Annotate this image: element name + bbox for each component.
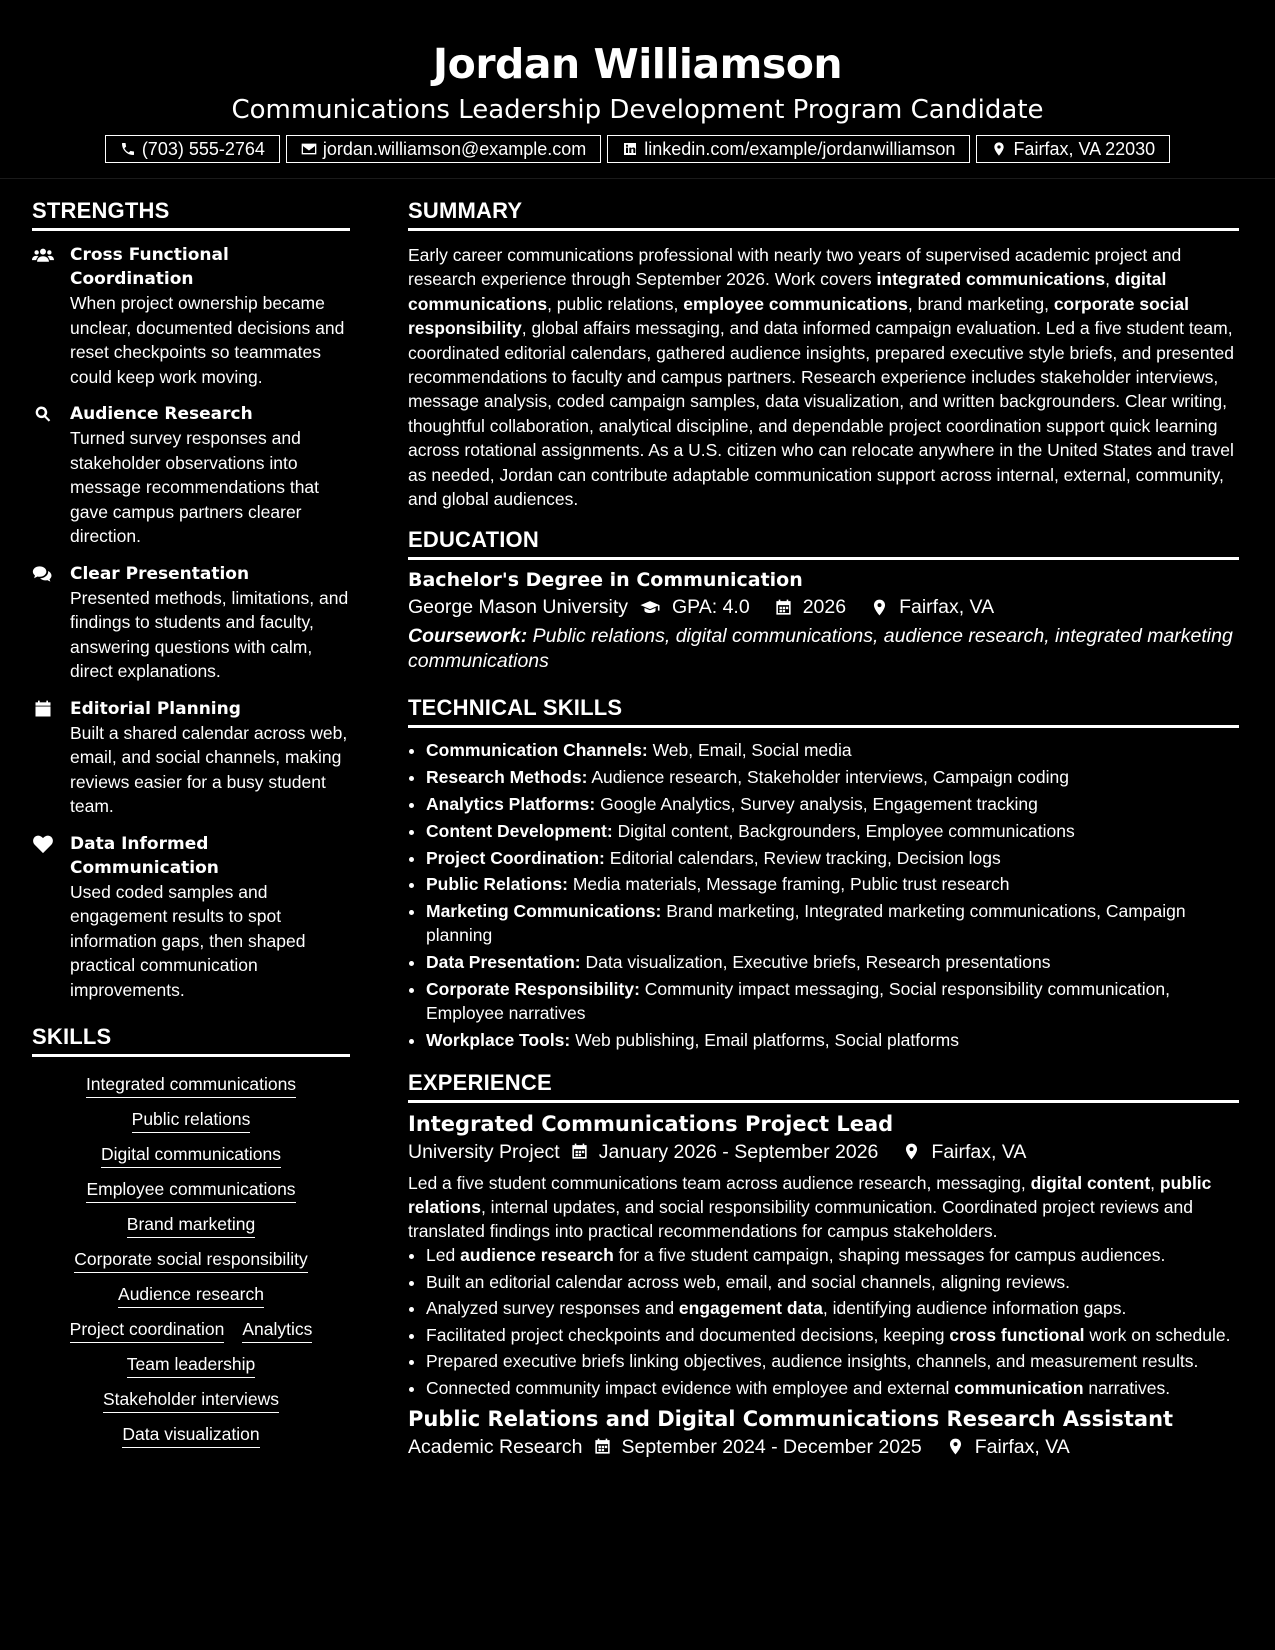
job-dates: September 2024 - December 2025: [621, 1435, 922, 1458]
skill-value: Google Analytics, Survey analysis, Engagement tracking: [600, 794, 1038, 815]
list-item: [426, 950, 1239, 974]
experience-heading: EXPERIENCE: [408, 1070, 1239, 1103]
job-title: Public Relations and Digital Communications Research Assistant: [408, 1406, 1174, 1431]
skill-value: Media materials, Message framing, Public trust research: [572, 874, 1010, 895]
job-meta: [408, 1432, 1239, 1462]
skill-value: Web publishing, Email platforms, Social platforms: [575, 1029, 959, 1050]
comments-icon: [32, 564, 54, 584]
strength-desc: Built a shared calendar across web, email, and social channels, making reviews easier for a busy student team.: [70, 722, 348, 816]
calendar-icon: [593, 1437, 612, 1456]
job-description: Led a five student communications team across audience research, messaging, digital content, public relations, internal updates, and social responsibility communication. Coordinated project reviews and translated findings into practical recommendations for campus stakeholders.: [408, 1172, 1212, 1242]
job-entry: [408, 1111, 1239, 1400]
skill-label: Data Presentation:: [426, 952, 581, 973]
phone-text: (703) 555-2764: [141, 138, 265, 159]
list-item: [426, 872, 1239, 896]
strength-name: Clear Presentation: [70, 563, 250, 584]
skill-value: Editorial calendars, Review tracking, Decision logs: [609, 847, 1001, 868]
right-column: [408, 198, 1239, 1462]
contact-phone[interactable]: [105, 135, 280, 163]
strengths-heading: STRENGTHS: [32, 198, 350, 231]
job-location: Fairfax, VA: [974, 1435, 1070, 1458]
skill-tag: Public relations: [132, 1109, 251, 1133]
skill-tag: Integrated communications: [86, 1074, 296, 1098]
skill-value: Community impact messaging, Social responsibility communication, Employee narratives: [426, 978, 1171, 1023]
skill-tag: Corporate social responsibility: [74, 1249, 307, 1273]
skill-label: Research Methods:: [426, 767, 588, 788]
coursework-label: Coursework:: [408, 625, 528, 648]
job-meta: [408, 1137, 1239, 1167]
skill-tag: Brand marketing: [127, 1214, 255, 1238]
skill-tag: Team leadership: [127, 1354, 255, 1378]
list-item: [426, 792, 1239, 816]
list-item: • Prepared executive briefs linking objectives, audience insights, channels, and measurement results.: [426, 1349, 1239, 1373]
skill-tag: Data visualization: [122, 1424, 259, 1448]
strength-item: [32, 832, 350, 1003]
strength-item: [32, 402, 350, 549]
list-item: [426, 1028, 1239, 1052]
skill-tag: Project coordination: [70, 1319, 225, 1343]
contact-bar: [0, 135, 1275, 163]
coursework-text: Public relations, digital communications, audience research, integrated marketing communications: [408, 625, 1233, 672]
skill-tag: Employee communications: [86, 1179, 295, 1203]
skill-value: Digital content, Backgrounders, Employee communications: [617, 820, 1075, 841]
strength-name: Editorial Planning: [70, 698, 241, 719]
technical-skills-list: [408, 738, 1239, 1051]
map-pin-icon: [902, 1142, 921, 1161]
graduation-cap-icon: [638, 598, 662, 617]
skill-label: Public Relations:: [426, 874, 568, 895]
technical-skills-heading: TECHNICAL SKILLS: [408, 695, 1239, 728]
heart-icon: [32, 834, 54, 854]
gpa: GPA: 4.0: [672, 596, 750, 619]
skill-label: Content Development:: [426, 820, 613, 841]
strength-desc: When project ownership became unclear, documented decisions and reset checkpoints so teammates could keep work moving.: [70, 293, 345, 387]
skill-tag: Stakeholder interviews: [103, 1389, 279, 1413]
strength-item: [32, 562, 350, 684]
strength-name: Audience Research: [70, 404, 253, 424]
school-name: George Mason University: [408, 596, 629, 619]
contact-location: [976, 135, 1170, 163]
list-item: • Led audience research for a five student campaign, shaping messages for campus audiences.: [426, 1243, 1239, 1267]
job-org: Academic Research: [408, 1435, 583, 1458]
skills-heading: SKILLS: [32, 1024, 350, 1057]
strength-name: Data Informed Communication: [70, 833, 219, 878]
skill-label: Workplace Tools:: [426, 1029, 571, 1050]
skill-value: Brand marketing, Integrated marketing communications, Campaign planning: [426, 901, 1186, 946]
skill-label: Communication Channels:: [426, 740, 648, 761]
list-item: [426, 846, 1239, 870]
job-entry: [408, 1406, 1239, 1462]
skill-label: Analytics Platforms:: [426, 794, 596, 815]
list-item: • Analyzed survey responses and engagement data, identifying audience information gaps.: [426, 1296, 1239, 1320]
users-icon: [32, 245, 54, 265]
job-org: University Project: [408, 1140, 560, 1163]
skill-label: Marketing Communications:: [426, 901, 662, 922]
list-item: [426, 819, 1239, 843]
skill-label: Corporate Responsibility:: [426, 978, 640, 999]
list-item: [426, 899, 1239, 947]
list-item: • Facilitated project checkpoints and documented decisions, keeping cross functional work on schedule.: [426, 1323, 1239, 1347]
strength-item: [32, 697, 350, 819]
calendar-icon: [570, 1142, 589, 1161]
summary-text: Early career communications professional with nearly two years of supervised academic project and research experience through September 2026. Work covers integrated communications, digital communications, public relations, employee communications, brand marketing, corporate social responsibility, global affairs messaging, and data informed campaign evaluation. Led a five student team, coordinated editorial calendars, gathered audience insights, prepared executive style briefs, and presented recommendations to faculty and campus partners. Research experience includes stakeholder interviews, message analysis, coded campaign samples, data visualization, and written backgrounders. Clear writing, thoughtful collaboration, analytical discipline, and dependable project coordination support quick learning across rotational assignments. As a U.S. citizen who can relocate anywhere in the United States and travel as needed, Jordan can contribute adaptable communication support across internal, external, community, and global audiences.: [408, 245, 1234, 510]
contact-linkedin[interactable]: [607, 135, 970, 163]
graduation-year: 2026: [802, 596, 847, 619]
skill-tag: Audience research: [118, 1284, 264, 1308]
job-title: Integrated Communications Project Lead: [408, 1111, 894, 1136]
phone-icon: [120, 141, 136, 157]
search-icon: [32, 404, 54, 424]
coursework: [408, 624, 1239, 673]
map-pin-icon: [870, 598, 889, 617]
calendar-icon: [774, 598, 793, 617]
skills-list: [32, 1073, 350, 1442]
skill-value: Audience research, Stakeholder interviews, Campaign coding: [591, 767, 1069, 788]
skill-label: Project Coordination:: [426, 847, 605, 868]
strength-desc: Turned survey responses and stakeholder observations into message recommendations that gave campus partners clearer direction.: [70, 428, 320, 546]
envelope-icon: [301, 141, 317, 157]
calendar-icon: [32, 699, 54, 719]
candidate-title: Communications Leadership Development Program Candidate: [231, 95, 1044, 125]
linkedin-text: linkedin.com/example/jordanwilliamson: [644, 138, 956, 159]
contact-email[interactable]: [286, 135, 601, 163]
education-heading: EDUCATION: [408, 527, 1239, 560]
map-pin-icon: [946, 1437, 965, 1456]
school-location: Fairfax, VA: [899, 596, 995, 619]
email-text: jordan.williamson@example.com: [322, 138, 587, 159]
strength-item: [32, 243, 350, 389]
header-divider: [0, 178, 1275, 179]
strength-name: Cross Functional Coordination: [70, 245, 229, 289]
list-item: • Built an editorial calendar across web, email, and social channels, aligning reviews.: [426, 1270, 1239, 1294]
degree-name: Bachelor's Degree in Communication: [408, 569, 803, 592]
skill-tag: Digital communications: [101, 1144, 281, 1168]
job-bullets: [408, 1243, 1239, 1400]
strength-desc: Presented methods, limitations, and findings to students and faculty, answering questions with calm, direct explanations.: [70, 587, 349, 681]
job-dates: January 2026 - September 2026: [598, 1140, 879, 1163]
map-pin-icon: [991, 141, 1007, 157]
education-meta: [408, 592, 1239, 622]
summary-heading: SUMMARY: [408, 198, 1239, 231]
resume-header: [0, 0, 1275, 163]
left-column: [32, 198, 350, 1442]
strength-desc: Used coded samples and engagement results to spot information gaps, then shaped practical communication improvements.: [70, 881, 306, 1000]
candidate-name: Jordan Williamson: [432, 40, 843, 88]
skill-value: Data visualization, Executive briefs, Research presentations: [585, 952, 1051, 973]
linkedin-icon: [622, 141, 638, 157]
list-item: [426, 977, 1239, 1025]
skill-tag: Analytics: [242, 1319, 312, 1343]
list-item: [426, 738, 1239, 762]
job-location: Fairfax, VA: [931, 1140, 1027, 1163]
list-item: • Connected community impact evidence with employee and external communication narratives.: [426, 1376, 1239, 1400]
list-item: [426, 765, 1239, 789]
skill-value: Web, Email, Social media: [652, 740, 852, 761]
location-text: Fairfax, VA 22030: [1013, 138, 1156, 159]
